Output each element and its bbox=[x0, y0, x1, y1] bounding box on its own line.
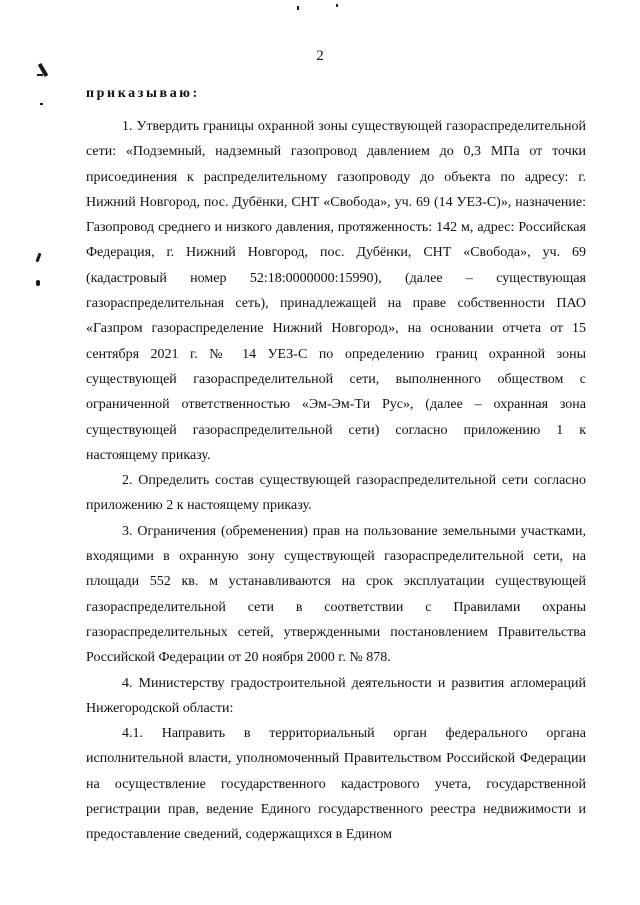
scan-mark bbox=[37, 74, 43, 76]
scan-mark bbox=[297, 6, 299, 10]
scan-mark bbox=[36, 280, 40, 286]
scan-mark bbox=[36, 253, 42, 262]
paragraph-4: 4. Министерству градостроительной деятельности и развития агломераций Нижегородской области: bbox=[86, 675, 586, 716]
order-heading: приказываю: bbox=[86, 86, 200, 101]
paragraph-4-1: 4.1. Направить в территориальный орган федерального органа исполнительной власти, уполномоченный Правительством Российской Федерации на осуществление государственного кадастрового учета, государственной регистрации прав, ведение Единого государственного реестра недвижимости и предоставление сведений, содержащихся в Едином bbox=[86, 726, 586, 843]
scan-mark bbox=[40, 103, 43, 105]
paragraph-3: 3. Ограничения (обременения) прав на пользование земельными участками, входящими в охранную зону существующей газораспределительной сети, на площади 552 кв. м устанавливаются на срок эксплуатации существующей газораспределительной сети в соответствии с Правилами охраны газораспределительных сетей, утвержденными постановлением Правительства Российской Федерации от 20 ноября 2000 г. № 878. bbox=[86, 523, 586, 666]
scan-mark bbox=[336, 4, 338, 7]
document-body bbox=[86, 114, 586, 848]
paragraph-1: 1. Утвердить границы охранной зоны существующей газораспределительной сети: «Подземный, надземный газопровод давлением до 0,3 МПа от точки присоединения к распределительному газопроводу до объекта по адресу: г. Нижний Новгород, пос. Дубёнки, СНТ «Свобода», уч. 69 (14 УЕЗ-С)», назначение: Газопровод среднего и низкого давления, протяженность: 142 м, адрес: Российская Федерация, г. Нижний Новгород, пос. Дубёнки, СНТ «Свобода», уч. 69 (кадастровый номер 52:18:0000000:15990), (далее – существующая газораспределительная сеть), принадлежащей на праве собственности ПАО «Газпром газораспределение Нижний Новгород», на основании отчета от 15 сентября 2021 г. № 14 УЕЗ-С по определению границ охранной зоны существующей газораспределительной сети, выполненного обществом с ограниченной ответственностью «Эм-Эм-Ти Рус», (далее – охранная зона существующей газораспределительной сети) согласно приложению 1 к настоящему приказу. bbox=[86, 119, 586, 463]
paragraph-2: 2. Определить состав существующей газораспределительной сети согласно приложению 2 к настоящему приказу. bbox=[86, 473, 586, 514]
page-number: 2 bbox=[316, 48, 324, 64]
